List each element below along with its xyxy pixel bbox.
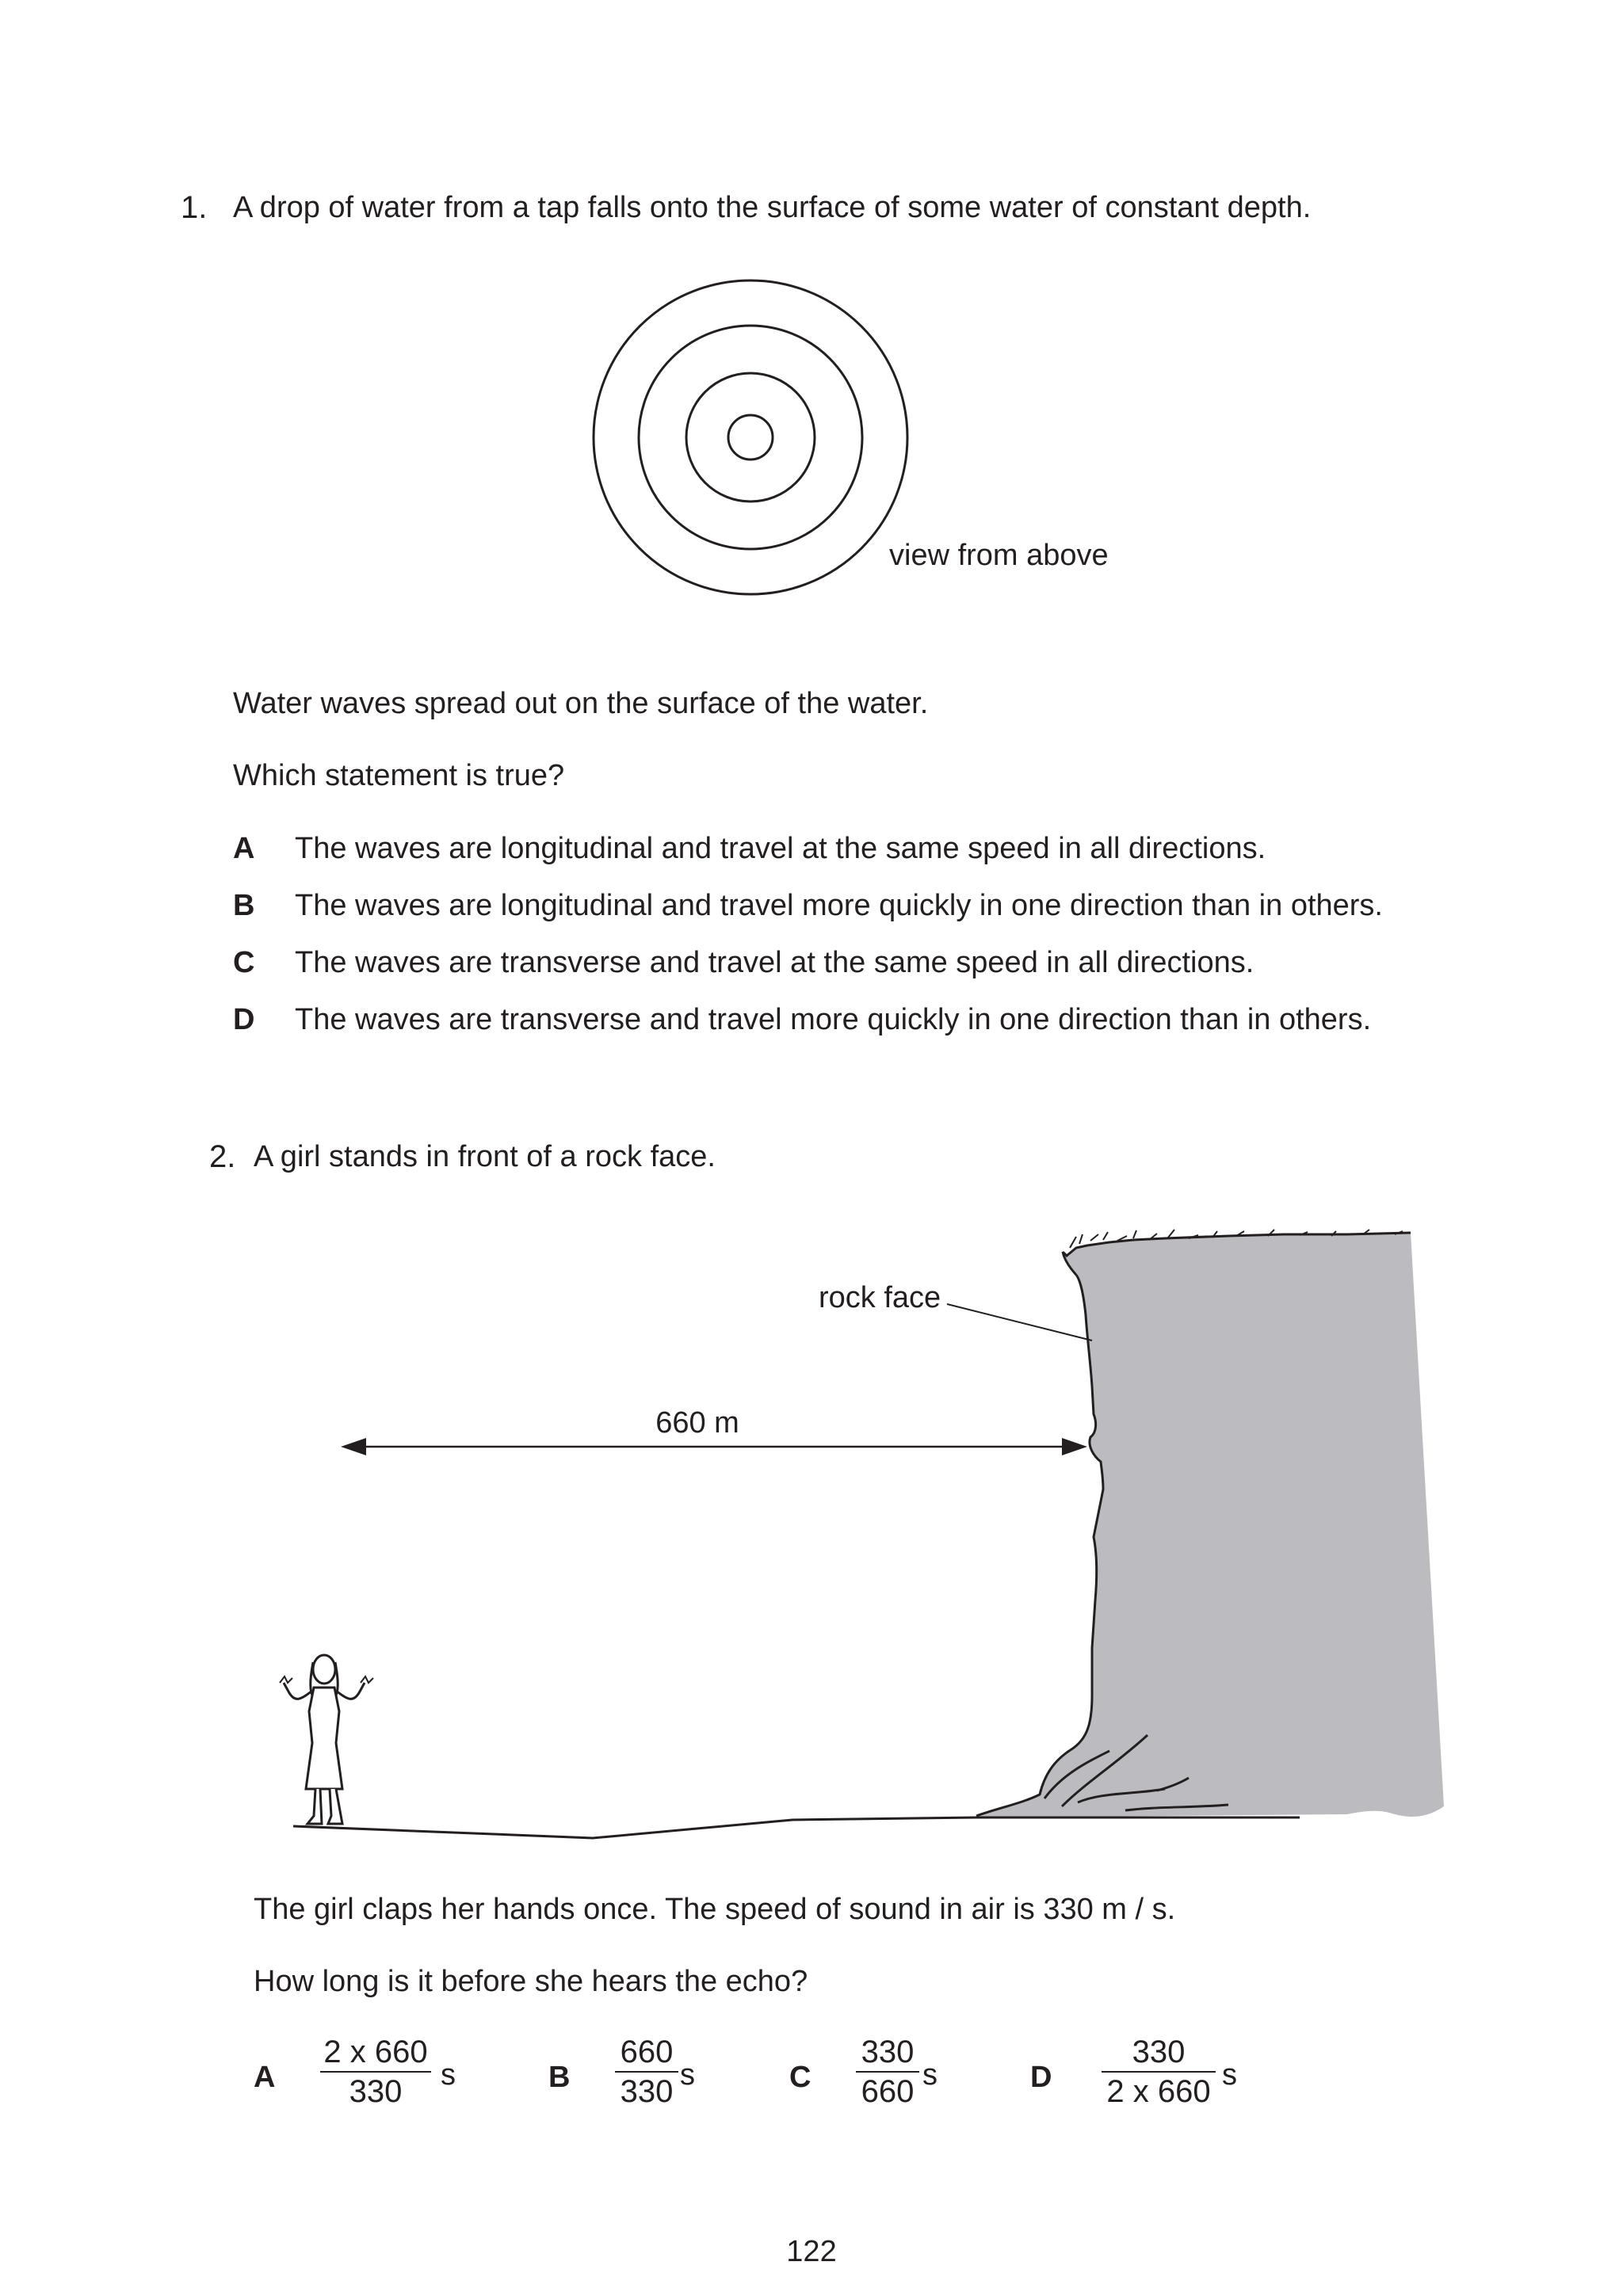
q2-option-a-letter[interactable]: A [254,2061,276,2094]
q2-option-c-numerator: 330 [861,2035,915,2069]
rock-face-leader-line [947,1304,1092,1341]
ripple-ring-2 [686,373,815,502]
q1-option-d-text[interactable]: The waves are transverse and travel more quickly in one direction than in others. [295,1003,1372,1036]
arrow-right-head [1062,1438,1087,1455]
girl-head [313,1655,335,1684]
q2-option-d-fraction[interactable] [1102,2033,1216,2111]
q1-text-1: Water waves spread out on the surface of the water. [233,687,929,720]
q1-option-b-text[interactable]: The waves are longitudinal and travel more quickly in one direction than in others. [295,889,1383,922]
q2-number: 2. [209,1139,236,1174]
distance-arrow [341,1438,1087,1455]
q2-option-b-numerator: 660 [620,2035,674,2069]
q1-number: 1. [181,190,208,225]
ripple-ring-3 [639,326,862,549]
q2-option-d-denominator: 2 x 660 [1106,2074,1211,2109]
q1-option-b-letter[interactable]: B [233,889,255,922]
q2-option-d-numerator: 330 [1132,2035,1186,2069]
q2-option-b-fraction[interactable] [615,2033,678,2111]
rock-face-fill [976,1233,1444,1817]
q2-option-d-letter[interactable]: D [1030,2061,1052,2094]
q2-option-c-letter[interactable]: C [789,2061,812,2094]
q2-option-c-denominator: 660 [861,2074,915,2109]
ripple-diagram [594,280,907,594]
q2-option-a-fraction[interactable] [320,2033,431,2111]
q1-option-c-text[interactable]: The waves are transverse and travel at the same speed in all directions. [295,946,1254,979]
q2-text-1: The girl claps her hands once. The speed of sound in air is 330 m / s. [254,1893,1176,1926]
ripple-ring-4 [594,280,907,594]
q2-option-c-fraction[interactable] [856,2033,919,2111]
q2-option-a-denominator: 330 [349,2074,403,2109]
girl-dress [306,1688,342,1789]
cliff-outline [976,1252,1103,1816]
rock-face-label: rock face [819,1281,941,1314]
q2-option-d-unit: s [1222,2058,1237,2092]
arrow-left-head [341,1438,366,1455]
q2-option-a-unit: s [441,2058,456,2092]
q1-stem: A drop of water from a tap falls onto the surface of some water of constant depth. [233,191,1312,224]
q1-option-c-letter[interactable]: C [233,946,255,979]
q1-text-2: Which statement is true? [233,759,565,792]
ground-line [293,1817,1300,1838]
q2-option-b-letter[interactable]: B [548,2061,571,2094]
girl-legs [307,1789,342,1824]
girl-figure [280,1655,373,1824]
page-number: 122 [786,2235,837,2268]
q1-option-a-letter[interactable]: A [233,832,255,865]
q2-option-b-denominator: 330 [620,2074,674,2109]
rock-face-diagram [947,1230,1444,1817]
view-from-above-label: view from above [889,539,1109,572]
distance-label: 660 m [655,1406,739,1440]
q2-option-c-unit: s [922,2058,938,2092]
q2-option-b-unit: s [680,2058,695,2092]
ripple-ring-1 [728,415,773,460]
q2-option-a-numerator: 2 x 660 [323,2035,428,2069]
q1-option-d-letter[interactable]: D [233,1003,255,1036]
q1-option-a-text[interactable]: The waves are longitudinal and travel at the same speed in all directions. [295,832,1266,865]
q2-text-2: How long is it before she hears the echo? [254,1965,808,1998]
q2-stem: A girl stands in front of a rock face. [254,1140,716,1173]
